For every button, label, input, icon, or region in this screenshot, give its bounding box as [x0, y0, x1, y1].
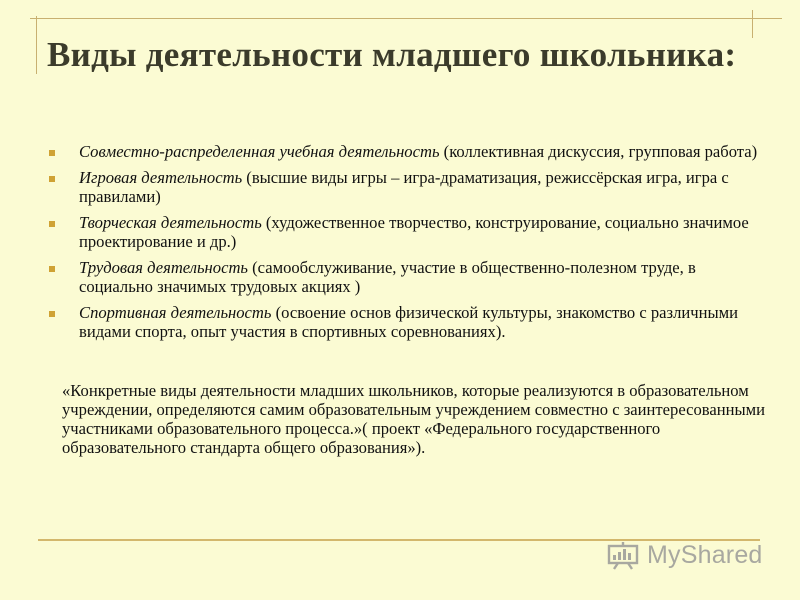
- left-rule: [36, 16, 37, 74]
- activity-term: Трудовая деятельность: [79, 258, 248, 277]
- watermark-text: MyShared: [647, 540, 763, 569]
- bullet-icon: [49, 221, 55, 227]
- watermark: [607, 536, 763, 574]
- list-item: [48, 213, 768, 251]
- bullet-icon: [49, 150, 55, 156]
- activity-term: Совместно-распределенная учебная деятельность: [79, 142, 440, 161]
- standard-quote: «Конкретные виды деятельности младших школьников, которые реализуются в образовательном учреждении, определяются самим образовательным учреждением совместно с заинтересованными участниками образовательного процесса.»( проект «Федерального государственного образовательного стандарта общего образования»).: [62, 381, 766, 457]
- activity-description: (высшие виды игры – игра-драматизация, режиссёрская игра, игра с правилами): [79, 168, 729, 206]
- list-item: [48, 258, 768, 296]
- bullet-icon: [49, 266, 55, 272]
- activity-list: [48, 142, 768, 348]
- right-rule: [752, 10, 753, 38]
- top-rule: [30, 18, 782, 19]
- activity-term: Спортивная деятельность: [79, 303, 272, 322]
- activity-description: (самообслуживание, участие в общественно-полезном труде, в социально значимых трудовых акциях ): [79, 258, 696, 296]
- list-item: [48, 168, 768, 206]
- activity-description: (коллективная дискуссия, групповая работа): [439, 142, 758, 161]
- activity-description: (освоение основ физической культуры, знакомство с различными видами спорта, опыт участия в спортивных соревнованиях).: [79, 303, 739, 341]
- bullet-icon: [49, 176, 55, 182]
- list-item: [48, 142, 768, 161]
- list-item: [48, 303, 768, 341]
- activity-term: Игровая деятельность: [79, 168, 243, 187]
- slide-title: Виды деятельности младшего школьника:: [47, 35, 737, 74]
- presentation-board-icon: [607, 540, 641, 570]
- bullet-icon: [49, 311, 55, 317]
- activity-term: Творческая деятельность: [79, 213, 262, 232]
- activity-description: (художественное творчество, конструирование, социально значимое проектирование и др.): [79, 213, 749, 251]
